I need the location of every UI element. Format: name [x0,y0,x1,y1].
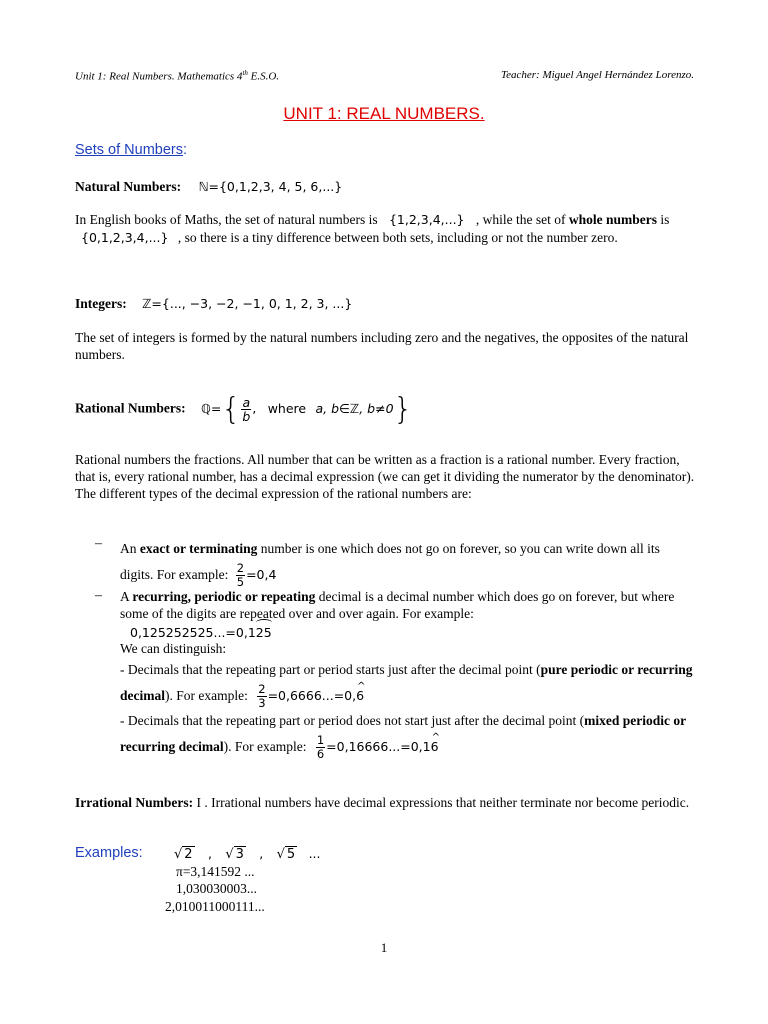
page-title: UNIT 1: REAL NUMBERS. [283,104,485,123]
rational-numbers-paragraph: Rational numbers the fractions. All number that can be written as a fraction is a rational number. Every fraction, that is, every rational number, has a decimal expression (we can get it dividing the numerator by the denominator). The different types of the decimal expression of the rational numbers are: [75,452,695,501]
page-number: 1 [380,940,388,955]
exact-decimal-item: An exact or terminating number is one which does not go on forever, so you can write down all its digits. For example: $\frac{2}{5}$ =0,4 [120,541,660,590]
integers-definition: Integers: ℤ={..., −3, −2, −1, 0, 1, 2, 3, ...} [75,296,353,311]
rational-numbers-definition: Rational Numbers: ℚ={ $\frac{a}{b}$ , where a, b∈ℤ, b≠0} [75,392,413,427]
natural-numbers-paragraph: In English books of Maths, the set of natural numbers is {1,2,3,4,...} , while the set of whole numbers is {0,1,2,3,4,...} , so there is a tiny difference between both sets, including or not the number zero. [75,212,670,245]
natural-numbers-definition: Natural Numbers: ℕ={0,1,2,3, 4, 5, 6,...} [75,179,343,194]
examples-heading: Examples: [75,845,143,861]
recurring-decimal-item: A recurring, periodic or repeating decimal is a decimal number which does go on forever, but where some of the digits are repeated over and over again. For example: [120,589,675,621]
pure-periodic-item: - Decimals that the repeating part or period starts just after the decimal point (pure periodic or recurring decimal). For example: $\frac{2}{3}$ =0,6666...=0,^ 6 [120,657,700,710]
recurring-example: 0,125252525...=0,125 [130,625,272,640]
mixed-periodic-item: - Decimals that the repeating part or period does not start just after the decimal point (mixed periodic or recurring decimal). For example: $\frac{1}{6}$ =0,16666...=0,1^ 6 [120,708,700,761]
header-unit: Unit 1: Real Numbers. Mathematics 4th E.S.O. [75,69,280,83]
irrational-root-examples: √ 2 , √ 3 , √ 5 ... [174,846,321,862]
distinguish-text: We can distinguish: [120,641,227,656]
irrational-example-1: 1,030030003... [176,881,257,896]
irrational-example-2: 2,010011000111... [165,899,265,914]
bullet-dash: – [95,588,102,603]
irrational-numbers-definition: Irrational Numbers: I . Irrational numbers have decimal expressions that neither terminate nor become periodic. [75,795,690,810]
header-teacher: Teacher: Miguel Angel Hernández Lorenzo. [501,69,694,81]
integers-paragraph: The set of integers is formed by the natural numbers including zero and the negatives, the opposites of the natural numbers. [75,330,689,362]
bullet-dash: – [95,536,102,551]
pi-example: π=3,141592 ... [176,864,255,879]
section-heading-sets: Sets of Numbers: [75,142,188,158]
